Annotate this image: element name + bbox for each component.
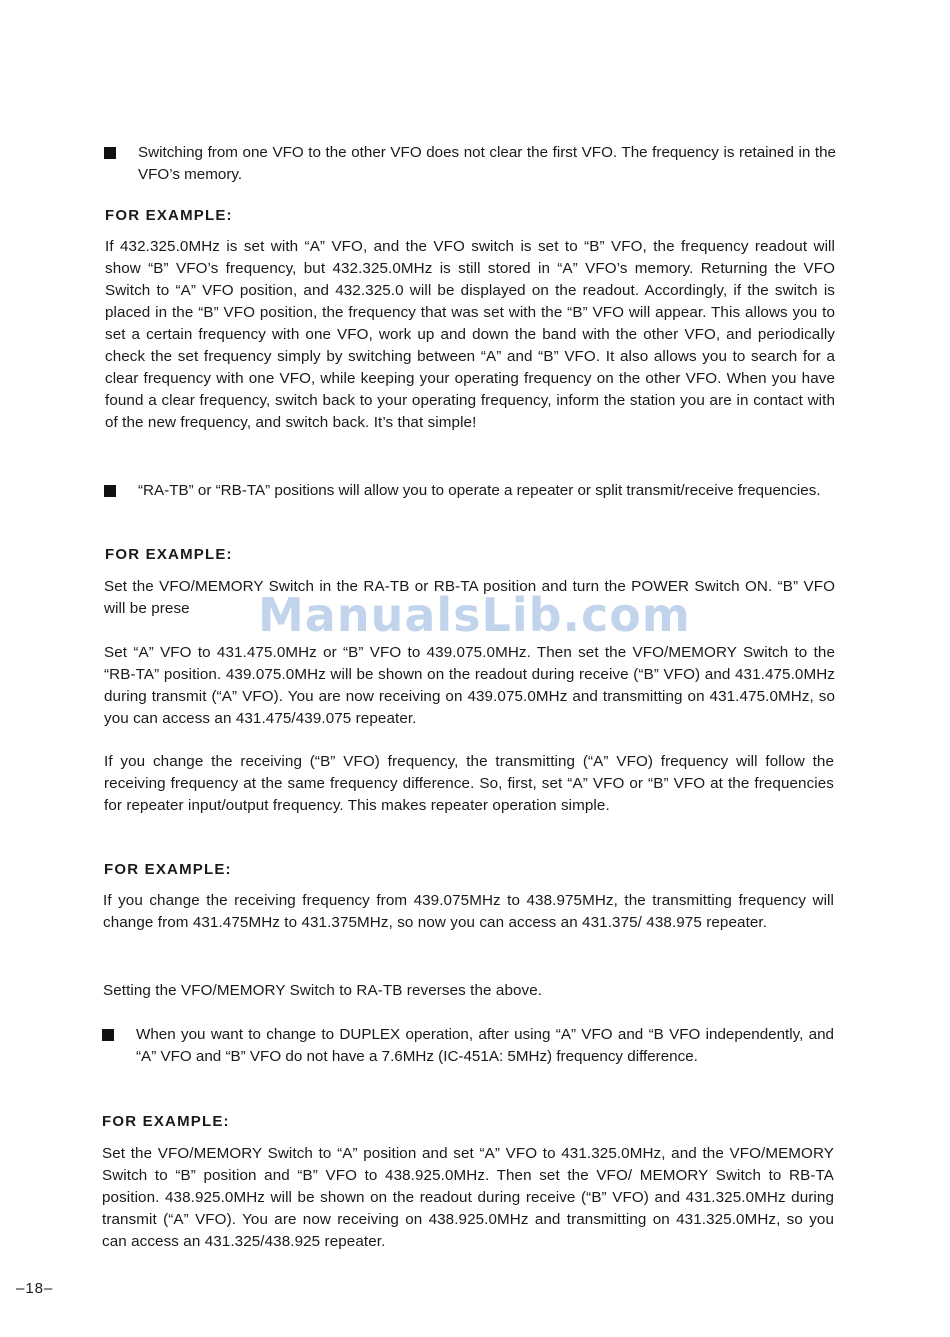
paragraph-vfo-switching: If 432.325.0MHz is set with “A” VFO, and the VFO switch is set to “B” VFO, the frequency readout will show “B” VFO’s frequency, but 432.325.0MHz is still stored in “A” VFO’s memory. Returning the VFO Switch to “A” VFO position, and 432.325.0 will be displayed on the readout. Accordingly, if the switch is placed in the “B” VFO position, the frequency that was set with the “B” VFO will appear. This allows you to set a certain frequency with one VFO, work up and down the band with the other VFO, and periodically check the set frequency simply by switching between “A” and “B” VFO. It also allows you to search for a clear frequency with one VFO, while keeping your operating frequency on the other VFO. When you have found a clear frequency, switch back to your operating frequency, inform the station you are in contact with of the new frequency, and switch back. It’s that simple!: [105, 238, 835, 431]
example-heading: FOR EXAMPLE:: [102, 1113, 230, 1130]
example-heading: FOR EXAMPLE:: [105, 546, 233, 563]
bullet-text: “RA-TB” or “RB-TA” positions will allow you to operate a repeater or split transmit/receive frequencies.: [138, 482, 821, 499]
bullet-square-icon: [102, 1029, 114, 1041]
paragraph-ra-tb-reverse: Setting the VFO/MEMORY Switch to RA-TB reverses the above.: [103, 982, 543, 999]
bullet-text: When you want to change to DUPLEX operation, after using “A” VFO and “B VFO independently, and “A” VFO and “B” VFO do not have a 7.6MHz (IC-451A: 5MHz) frequency difference.: [136, 1026, 834, 1065]
bullet-item-split-positions: [104, 480, 836, 526]
paragraph-power-on: Set the VFO/MEMORY Switch in the RA-TB or RB-TA position and turn the POWER Switch ON. “B” VFO will be prese: [104, 578, 835, 617]
bullet-square-icon: [104, 485, 116, 497]
bullet-square-icon: [104, 147, 116, 159]
example-heading: FOR EXAMPLE:: [105, 207, 233, 224]
bullet-item-duplex: [102, 1024, 834, 1092]
paragraph-frequency-difference: If you change the receiving (“B” VFO) frequency, the transmitting (“A” VFO) frequency will follow the receiving frequency at the same frequency difference. So, first, set “A” VFO or “B” VFO at the frequencies for repeater input/output frequency. This makes repeater operation simple.: [104, 753, 834, 814]
example-heading: FOR EXAMPLE:: [104, 861, 232, 878]
paragraph-receive-change: If you change the receiving frequency from 439.075MHz to 438.975MHz, the transmitting frequency will change from 431.475MHz to 431.375MHz, so now you can access an 431.375/ 438.975 repeater.: [103, 892, 834, 931]
page-number: –18–: [16, 1280, 54, 1297]
paragraph-set-vfo-repeater: Set “A” VFO to 431.475.0MHz or “B” VFO to 439.075.0MHz. Then set the VFO/MEMORY Switch to the “RB-TA” position. 439.075.0MHz will be shown on the readout during receive (“B” VFO) and 431.475.0MHz during transmit (“A” VFO). You are now receiving on 439.075.0MHz and transmitting on 431.475.0MHz, so you can access an 431.475/439.075 repeater.: [104, 644, 835, 727]
watermark-logo: ManualsLib.com: [258, 588, 691, 642]
bullet-item-vfo-memory: [104, 142, 836, 188]
paragraph-duplex-example: Set the VFO/MEMORY Switch to “A” position and set “A” VFO to 431.325.0MHz, and the VFO/MEMORY Switch to “B” position and “B” VFO to 438.925.0MHz. Then set the VFO/ MEMORY Switch to RB-TA position. 438.925.0MHz will be shown on the readout during receive (“B” VFO) and 431.325.0MHz during transmit (“A” VFO). You are now receiving on 438.925.0MHz and transmitting on 431.325.0MHz, so you can access an 431.325/438.925 repeater.: [102, 1145, 834, 1250]
bullet-text: Switching from one VFO to the other VFO does not clear the first VFO. The frequency is retained in the VFO’s memory.: [138, 144, 836, 183]
